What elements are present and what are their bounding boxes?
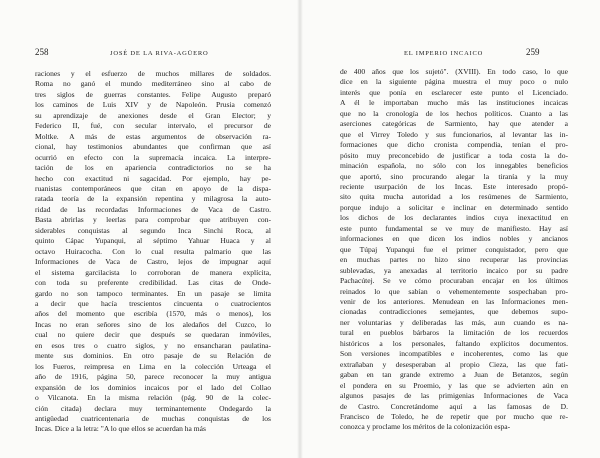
text-line: ratada teoría de la expansión repentina y milagrosa la auto- — [35, 194, 271, 204]
text-line: conozca y proclame los méritos de la colonización espa- — [340, 422, 511, 432]
page-body-text — [35, 69, 271, 435]
running-head: EL IMPERIO INCAICO — [404, 50, 484, 57]
text-line: octavo Huiracocha. Con lo cual resulta palmario que las — [35, 246, 271, 256]
text-line: pósito muy preconcebido de justificar a toda costa la do- — [340, 150, 568, 160]
page-number: 259 — [526, 47, 540, 57]
text-line: expansión de los dominios incaicos por el lado del Collao — [35, 382, 271, 392]
text-line: tural en pueblos bárbaros la limitación de los recuerdos — [340, 328, 568, 338]
text-line: quinto Cápac Yupanqui, al séptimo Yahuar Huaca y al — [35, 236, 271, 246]
text-line: su aprendizaje de anexiones desde el Gran Elector; y — [35, 110, 271, 120]
right-page — [300, 0, 600, 458]
text-line: cionadas contradicciones semejantes, que debemos supo- — [340, 307, 568, 317]
text-line: ocurrió en efecto con la supremacía incaica. La interpre- — [35, 152, 271, 162]
text-line: cional, hay testimonios abundantes que confirman que así — [35, 142, 271, 152]
text-line: Informaciones de Vaca de Castro, lejos de impugnar aquí — [35, 257, 271, 267]
text-line: Son versiones incompatibles e incoherentes, como las que — [340, 349, 568, 359]
text-line: los dichos de los declarantes indios cuya inexactitud en — [340, 213, 568, 223]
text-line: Francisco de Toledo, he de repetir que por mucho que re- — [340, 411, 568, 421]
text-line: gardo no son tampoco terminantes. En un pasaje se limita — [35, 288, 271, 298]
text-line: Federico II, fué, con secular intervalo, el precursor de — [35, 121, 271, 131]
text-line: dice en la siguiente página muestra el muy poco o nulo — [340, 77, 568, 87]
text-line: ruanistas contemporáneos que citan en apoyo de la dispa- — [35, 183, 271, 193]
text-line: formaciones que dicho cronista compendia, tenían el pro- — [340, 140, 568, 150]
text-line: Roma no ganó el mundo mediterráneo sino al cabo de — [35, 79, 271, 89]
text-line: Incas no eran señores sino de los aledaños del Cuzco, lo — [35, 319, 271, 329]
text-line: ner voluntarias y deliberadas las más, aun cuando es na- — [340, 317, 568, 327]
text-line: A él le importaban mucho más las instituciones incaicas — [340, 98, 568, 108]
text-line: reinados lo que sabían o vehementemente sospechaban pro- — [340, 286, 568, 296]
page-number: 258 — [35, 47, 49, 57]
running-head: JOSÉ DE LA RIVA-AGÜERO — [110, 50, 209, 57]
text-line: año de 1916, página 50, parece reconocer la muy antigua — [35, 372, 271, 382]
text-line: tación de los en apariencia contradictorios no se ha — [35, 163, 271, 173]
text-line: históricos a los personales, faltando explícitos documentos. — [340, 338, 568, 348]
text-line: ridad de las recordadas Informaciones de Vaca de Castro. — [35, 204, 271, 214]
text-line: este punto fundamental se ve muy de manifiesto. Hay así — [340, 223, 568, 233]
text-line: ción citada) declara muy terminantemente Ondegardo la — [35, 403, 271, 413]
text-line: Pachacútej. Se ve cómo procuraban encajar en los últimos — [340, 276, 568, 286]
text-line: minación española, no sólo con los innegables beneficios — [340, 161, 568, 171]
page-body-text — [340, 67, 568, 433]
text-line: interés que ponía en esclarecer este punto el Licenciado. — [340, 87, 568, 97]
text-line: que no la cronología de los hechos políticos. Cuanto a las — [340, 108, 568, 118]
text-line: hecho con exactitud ni sagacidad. Por ejemplo, hay pe- — [35, 173, 271, 183]
text-line: en esos tres o cuatro siglos, y no ensancharan paulatina- — [35, 340, 271, 350]
text-line: Basta abrirlas y leerlas para comprobar que atribuyen con- — [35, 215, 271, 225]
text-line: los Fueros, reimpresa en Lima en la colección Urteaga el — [35, 361, 271, 371]
text-line: gaban en tan grande extremo a Juan de Betanzos, según — [340, 370, 568, 380]
text-line: algunos pasajes de las primigenias Informaciones de Vaca — [340, 391, 568, 401]
text-line: cual no quiere decir que después se quedaran inmóviles, — [35, 330, 271, 340]
text-line: Incas. Dice a la letra: "A lo que ellos se acuerdan ha más — [35, 424, 206, 434]
text-line: reciente usurpación de los Incas. Este interesado propó- — [340, 181, 568, 191]
text-line: informaciones en que dicen los indios nobles y ancianos — [340, 234, 568, 244]
text-line: aserciones categóricas de Sarmiento, hay que atender a — [340, 119, 568, 129]
text-line: Moltke. A más de estas argumentos de observación ra- — [35, 131, 271, 141]
text-line: que el Virrey Toledo y sus funcionarios, al levantar las in- — [340, 129, 568, 139]
text-line: con toda su preferente credibilidad. Las citas de Onde- — [35, 278, 271, 288]
text-line: raciones y el esfuerzo de muchos millares de soldados. — [35, 69, 271, 78]
text-line: los caminos de Luis XIV y de Napoleón. Prusia comenzó — [35, 100, 271, 110]
text-line: de 400 años que los sujetó". (XVIII). En todo caso, lo que — [340, 67, 568, 76]
text-line: años del momento que escribía (1570, más o menos), los — [35, 309, 271, 319]
text-line: el pondera en su Proemio, y las que se advierten aún en — [340, 380, 568, 390]
text-line: siderables conquistas al segundo Inca Sinchi Roca, al — [35, 225, 271, 235]
text-line: extrañaban y desesperaban al propio Cieza, las que fati- — [340, 359, 568, 369]
text-line: sublevadas, ya anexadas al territorio incaico por su padre — [340, 265, 568, 275]
text-line: el sistema garcilacista lo corroboran de manera explícita, — [35, 267, 271, 277]
text-line: mente sus dominios. En otro pasaje de su Relación de — [35, 351, 271, 361]
text-line: a decir que hacía trescientos cincuenta o cuatrocientos — [35, 298, 271, 308]
text-line: venir de los anteriores. Menudean en las Informaciones men- — [340, 296, 568, 306]
text-line: en muchas partes no hizo sino recuperar las provincias — [340, 255, 568, 265]
text-line: de Castro. Concretándome aquí a las famosas de D. — [340, 401, 568, 411]
text-line: tres siglos de guerras constantes. Felipe Augusto preparó — [35, 89, 271, 99]
text-line: o Vilcanota. En la misma relación (pág. 90 de la colec- — [35, 393, 271, 403]
text-line: que Túpaj Yupanqui fue el primer conquistador, pero que — [340, 244, 568, 254]
text-line: que aportó, sino procurando alegar la tiranía y la muy — [340, 171, 568, 181]
text-line: sito quita mucha autoridad a los resúmenes de Sarmiento, — [340, 192, 568, 202]
text-line: antigüedad cuatricentenaria de muchas conquistas de los — [35, 413, 271, 423]
text-line: porque indujo a solicitar e inclinar en determinado sentido — [340, 202, 568, 212]
